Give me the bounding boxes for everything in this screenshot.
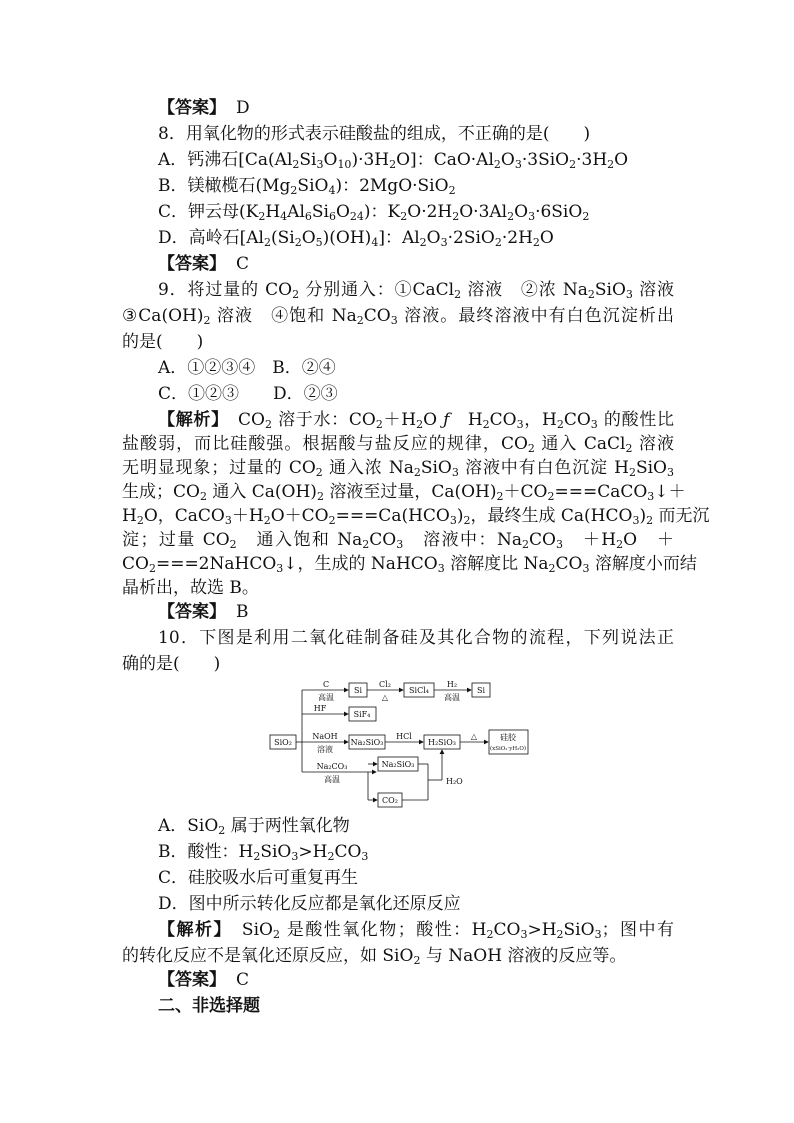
flow-diagram [268,680,530,810]
q9-analysis-line: 【解析】 $CO_2$ 溶于水：$CO_2+H_2O$ ƒ $H_2CO_3$，$H_2CO_3$ 的酸性比 [158,410,675,431]
section-heading: 二、非选择题 [158,996,260,1016]
q10-option-c: C．硅胶吸水后可重复再生 [158,868,359,888]
q9-stem-line: 的是( ) [122,332,204,352]
silica-gel-title: 硅胶 [500,733,516,742]
q10-stem-line: 10．下图是利用二氧化硅制备硅及其化合物的流程，下列说法正 [158,628,674,648]
si-label-1: Si [353,686,363,695]
q9-analysis-line: $CO_2===2NaHCO_3↓$，生成的 NaHCO$_3$ 溶解度比 $Na_2CO_3$ 溶解度小而结 [122,554,697,575]
q10-option-a: A．SiO$_2$ 属于两性氧化物 [158,816,350,837]
reagent-hf: HF [313,704,327,713]
q9-analysis-line: 淀；过量 $CO_2$ 通入饱和 $Na_2CO_3$ 溶液中：$Na_2CO_3$ $+H_2O$ ＋ [122,530,674,551]
co2-label: CO₂ [382,796,398,805]
q8-option-c: C．钾云母$(K_2H_4Al_6Si_6O_{24})$：$K_2O\cdot 2H_2O\cdot 3Al_2O_3\cdot 6SiO_2$ [158,202,590,223]
q9-analysis-line: 晶析出，故选 B。 [122,578,259,598]
reagent-naoh: NaOH [312,732,338,741]
reagent-na2co3: Na₂CO₃ [316,762,348,771]
q8-option-b: B．镁橄榄石$(Mg_2SiO_4)$：2MgO·SiO$_2$ [158,176,456,197]
reagent-hcl: HCl [396,732,412,741]
silica-gel-formula: (xSiO₂·yH₂O) [490,746,526,752]
cond-gaowen-3: 高温 [324,775,340,784]
q10-analysis-line: 的转化反应不是氧化还原反应，如 SiO$_2$ 与 NaOH 溶液的反应等。 [122,946,627,967]
q8-option-d: D．高岭石$[Al_2(Si_2O_5)(OH)_4]$：$Al_2O_3\cdot 2SiO_2\cdot 2H_2O$ [158,228,554,249]
reagent-h2o: H₂O [446,777,463,786]
q8-stem: 8．用氧化物的形式表示硅酸盐的组成，不正确的是( ) [158,124,591,144]
q10-option-d: D．图中所示转化反应都是氧化还原反应 [158,894,461,914]
answer-value: D [236,98,250,118]
na2sio3-label-b: Na₂SiO₃ [381,760,415,769]
reagent-cl2: Cl₂ [379,680,391,689]
q9-answer [158,600,249,624]
q9-analysis-line: 无明显现象；过量的 $CO_2$ 通入浓 $Na_2SiO_3$ 溶液中有白色沉淀 $H_2SiO_3$ [122,458,674,479]
q9-analysis-line: $H_2O$，$CaCO_3+H_2O+CO_2===Ca(HCO_3)_2$，最终生成 $Ca(HCO_3)_2$ 而无沉 [122,506,710,527]
sio2-label: SiO₂ [274,738,292,747]
h2sio3-label: H₂SiO₃ [428,738,456,747]
reagent-c: C [322,680,330,689]
q10-analysis-line: 【解析】 SiO$_2$ 是酸性氧化物；酸性：$H_2CO_3>H_2SiO_3$；图中有 [158,920,675,941]
answer-tag: 【答案】 [158,970,226,990]
sicl4-label: SiCl₄ [409,686,429,695]
analysis-tag: 【解析】 [158,920,224,940]
cond-gaowen-1: 高温 [318,693,334,702]
q9-option-line: C．①②③ D．②③ [158,384,338,404]
q10-stem-line: 确的是( ) [122,654,221,674]
q9-analysis-line: 盐酸弱，而比硅酸强。根据酸与盐反应的规律，$CO_2$ 通入 CaCl$_2$ 溶液 [122,434,674,455]
answer-tag: 【答案】 [158,98,226,118]
na2sio3-label-a: Na₂SiO₃ [350,738,384,747]
si-label-2: Si [476,686,486,695]
q9-option-line: A．①②③④ B．②④ [158,358,336,378]
q10-answer [158,968,249,992]
analysis-tag: 【解析】 [158,410,221,430]
q10-option-b: B．酸性：$H_2SiO_3>H_2CO_3$ [158,842,369,863]
q8-answer [158,252,249,276]
cond-heat-2: △ [470,732,478,741]
cond-heat-1: △ [381,693,389,702]
cond-gaowen-2: 高温 [444,693,460,702]
sif4-label: SiF₄ [353,710,371,719]
q9-stem-line: 9．将过量的 $CO_2$ 分别通入：①CaCl$_2$ 溶液 ②浓 $Na_2SiO_3$ 溶液 [158,280,674,301]
answer-tag: 【答案】 [158,254,226,274]
answer-value: C [236,254,250,274]
answer-value: C [236,970,250,990]
q9-analysis-line: 生成；$CO_2$ 通入 $Ca(OH)_2$ 溶液至过量，$Ca(OH)_2+CO_2===CaCO_3↓+$ [122,482,686,503]
q9-stem-line: $③Ca(OH)_2$ 溶液 ④饱和 $Na_2CO_3$ 溶液。最终溶液中有白色沉淀析出 [122,306,674,327]
answer-tag: 【答案】 [158,602,226,622]
cond-solution: 溶液 [317,745,333,754]
answer-value: B [236,602,249,622]
q8-option-a: A．钙沸石$[Ca(Al_2Si_3O_{10})\cdot 3H_2O]$：$CaO\cdot Al_2O_3\cdot 3SiO_2\cdot 3H_2O$ [158,150,629,171]
reagent-h2: H₂ [446,680,458,689]
q7-answer [158,96,250,120]
